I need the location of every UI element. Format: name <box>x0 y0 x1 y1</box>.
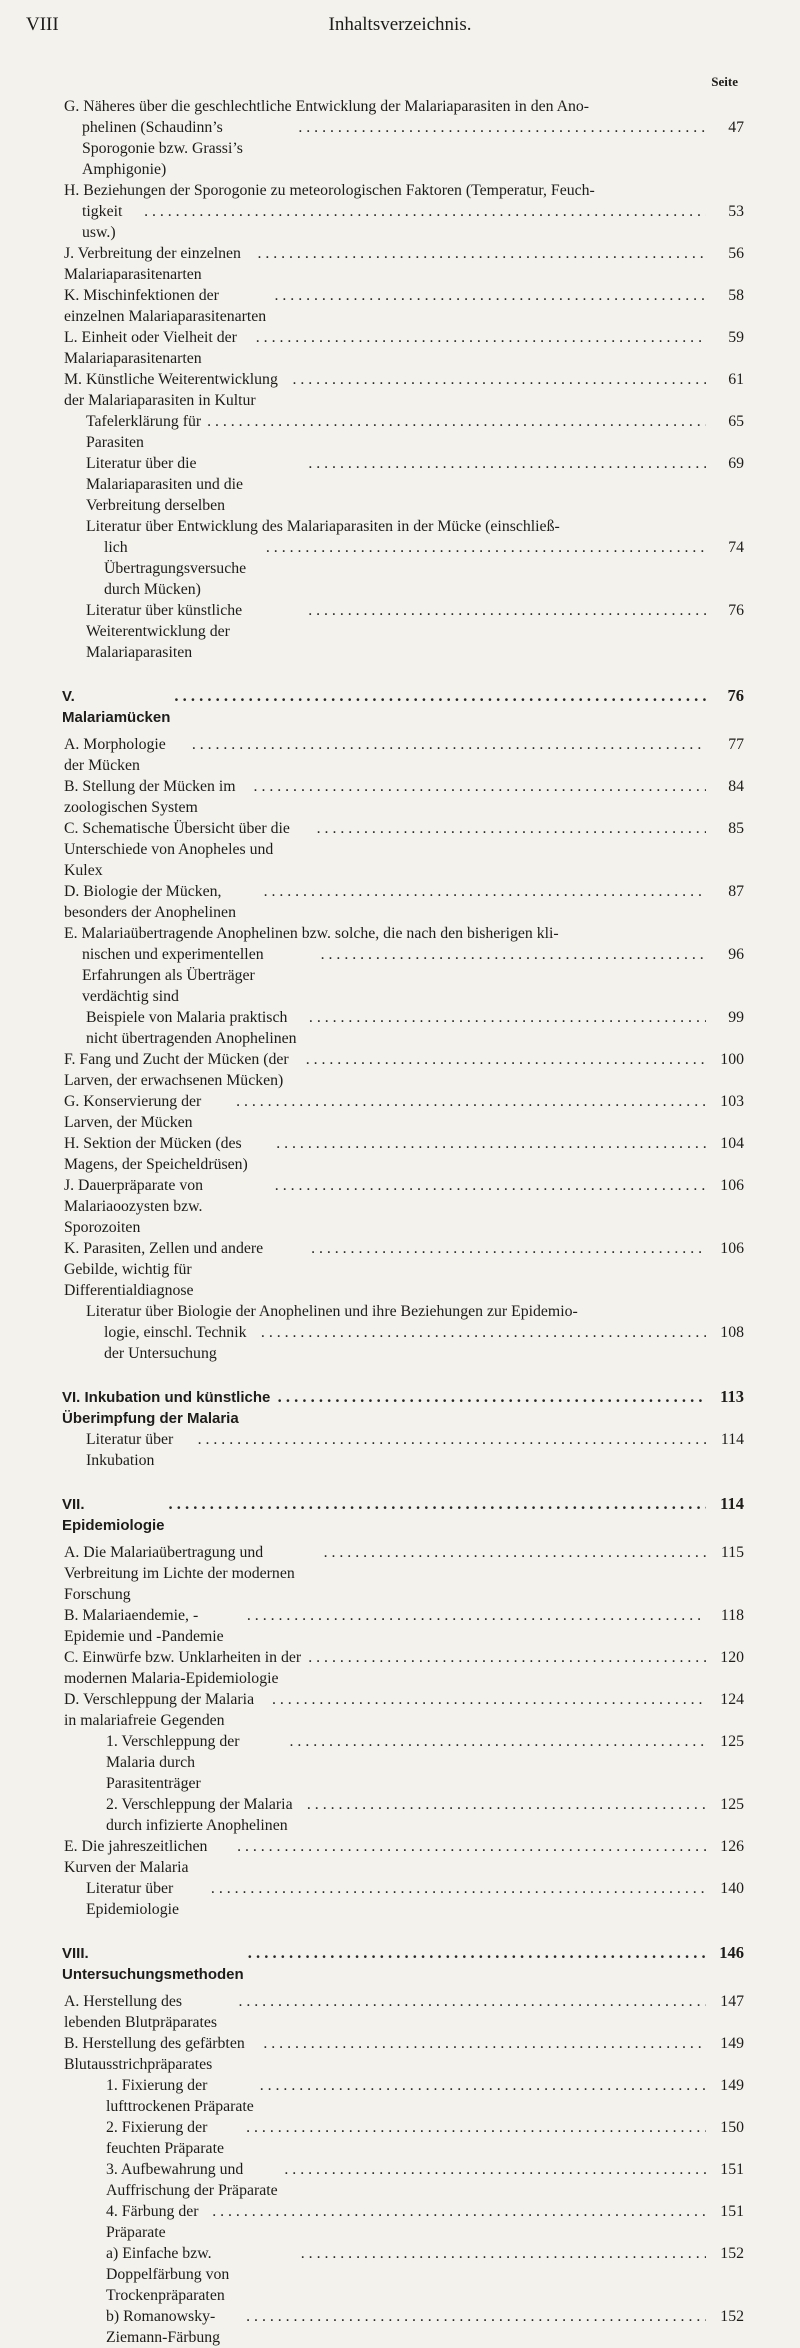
toc-page-number: 69 <box>728 455 744 472</box>
toc-entry-text: 2. Verschleppung der Malaria durch infizierte Anophelinen <box>106 1796 293 1834</box>
dot-leader <box>246 2117 706 2138</box>
dot-leader <box>264 881 706 902</box>
toc-entry-text: A. Herstellung des lebenden Blutpräparates <box>64 1993 218 2031</box>
dot-leader <box>261 1322 706 1343</box>
toc-entry <box>64 1175 744 1238</box>
running-title: Inhaltsverzeichnis. <box>328 14 472 35</box>
toc-entry <box>86 1301 744 1364</box>
dot-leader <box>311 1238 706 1259</box>
toc-entry-text: J. Verbreitung der einzelnen Malariaparasitenarten <box>64 245 241 283</box>
toc-entry-text: K. Parasiten, Zellen und andere Gebilde, wichtig für Differentialdiagnose <box>64 1240 264 1299</box>
toc-page-number: 65 <box>728 413 744 430</box>
dot-leader <box>308 600 706 621</box>
toc-entry-text: B. Stellung der Mücken im zoologischen System <box>64 778 236 816</box>
dot-leader <box>237 1836 706 1857</box>
dot-leader <box>256 327 706 348</box>
toc-entry <box>86 1878 744 1920</box>
page-header <box>0 14 800 38</box>
toc-entry <box>64 923 744 1007</box>
toc-entry-text: M. Künstliche Weiterentwicklung der Malariaparasiten in Kultur <box>64 371 278 409</box>
toc-page-number: 114 <box>720 1494 744 1513</box>
toc-entry <box>64 327 744 369</box>
toc-entry-text: D. Verschleppung der Malaria in malariafreie Gegenden <box>64 1691 255 1729</box>
toc-page-number: 99 <box>728 1009 744 1026</box>
dot-leader <box>307 1794 706 1815</box>
toc-entry-text: logie, einschl. Technik der Untersuchung <box>104 1324 247 1362</box>
toc-entry <box>64 1542 744 1605</box>
toc-entry <box>106 2075 744 2117</box>
dot-leader <box>266 537 706 558</box>
table-of-contents <box>0 96 800 2348</box>
toc-entry <box>86 1429 744 1471</box>
toc-entry <box>106 2201 744 2243</box>
toc-page-number: 77 <box>728 736 744 753</box>
toc-entry-text: G. Konservierung der Larven, der Mücken <box>64 1093 202 1131</box>
toc-entry-text: E. Die jahreszeitlichen Kurven der Malaria <box>64 1838 208 1876</box>
toc-entry <box>64 1647 744 1689</box>
toc-entry-text: Literatur über Epidemiologie <box>86 1880 180 1918</box>
spacer <box>0 663 800 685</box>
toc-entry-text: C. Einwürfe bzw. Unklarheiten in der modernen Malaria-Epidemiologie <box>64 1649 302 1687</box>
toc-entry <box>64 369 744 411</box>
toc-entry <box>64 818 744 881</box>
dot-leader <box>144 201 706 222</box>
dot-leader <box>238 1991 706 2012</box>
toc-page-number: 120 <box>720 1649 744 1666</box>
toc-entry <box>64 1238 744 1301</box>
toc-page-number: 103 <box>720 1093 744 1110</box>
toc-entry-text: J. Dauerpräparate von Malariaoozysten bzw. Sporozoiten <box>64 1177 204 1236</box>
toc-entry-text: Literatur über Inkubation <box>86 1431 174 1469</box>
toc-page-number: 125 <box>720 1796 744 1813</box>
toc-page-number: 108 <box>720 1324 744 1341</box>
toc-entry-text: Literatur über die Malariaparasiten und die Verbreitung derselben <box>86 455 244 514</box>
toc-page-number: 96 <box>728 946 744 963</box>
dot-leader <box>192 734 706 755</box>
toc-entry <box>106 2117 744 2159</box>
toc-entry <box>64 881 744 923</box>
dot-leader <box>275 285 707 306</box>
toc-entry <box>64 285 744 327</box>
dot-leader <box>247 1605 706 1626</box>
toc-entry-text: H. Sektion der Mücken (des Magens, der Speicheldrüsen) <box>64 1135 248 1173</box>
toc-entry <box>106 2159 744 2201</box>
toc-entry <box>86 453 744 516</box>
toc-entry-text: lich Übertragungsversuche durch Mücken) <box>104 539 247 598</box>
toc-entry-text: K. Mischinfektionen der einzelnen Malariaparasitenarten <box>64 287 267 325</box>
toc-page-number: 76 <box>728 602 744 619</box>
toc-entry-text: B. Herstellung des gefärbten Blutausstrichpräparates <box>64 2035 245 2073</box>
dot-leader <box>324 1542 706 1563</box>
toc-entry-text: G. Näheres über die geschlechtliche Entwicklung der Malariaparasiten in den Ano- <box>64 98 590 115</box>
toc-entry-text: C. Schematische Übersicht über die Unterschiede von Anopheles und Kulex <box>64 820 290 879</box>
toc-entry <box>86 600 744 663</box>
toc-entry-text: phelinen (Schaudinn’s Sporogonie bzw. Grassi’s Amphigonie) <box>82 119 243 178</box>
toc-entry <box>86 516 744 600</box>
dot-leader <box>236 1091 706 1112</box>
seite-column-label: Seite <box>711 74 738 89</box>
toc-chapter <box>62 685 744 728</box>
toc-entry <box>64 734 744 776</box>
toc-page-number: 149 <box>720 2077 744 2094</box>
toc-entry-text: H. Beziehungen der Sporogonie zu meteorologischen Faktoren (Temperatur, Feuch- <box>64 182 595 199</box>
toc-entry-text: Tafelerklärung für Parasiten <box>86 413 202 451</box>
toc-entry <box>64 2033 744 2075</box>
toc-entry-text: 1. Verschleppung der Malaria durch Parasitenträger <box>106 1733 240 1792</box>
toc-page-number: 147 <box>720 1993 744 2010</box>
toc-chapter <box>62 1493 744 1536</box>
dot-leader <box>174 685 706 706</box>
toc-entry <box>86 1007 744 1049</box>
toc-page-number: 126 <box>720 1838 744 1855</box>
toc-entry-text: L. Einheit oder Vielheit der Malariaparasitenarten <box>64 329 237 367</box>
toc-entry <box>64 1605 744 1647</box>
dot-leader <box>169 1493 707 1514</box>
toc-page-number: 146 <box>719 1943 744 1962</box>
toc-page-number: 115 <box>720 1544 744 1561</box>
toc-entry-text: A. Die Malariaübertragung und Verbreitung im Lichte der modernen Forschung <box>64 1544 295 1603</box>
toc-entry-text: nischen und experimentellen Erfahrungen als Überträger verdächtig sind <box>82 946 264 1005</box>
toc-page-number: 124 <box>720 1691 744 1708</box>
dot-leader <box>212 2201 706 2222</box>
toc-page-number: 59 <box>728 329 744 346</box>
toc-page-number: 56 <box>728 245 744 262</box>
toc-entry <box>64 96 744 180</box>
dot-leader <box>290 1731 706 1752</box>
toc-entry <box>64 1133 744 1175</box>
toc-entry-text: Literatur über Entwicklung des Malariaparasiten in der Mücke (einschließ- <box>86 518 560 535</box>
toc-entry <box>106 2243 744 2306</box>
dot-leader <box>309 1007 706 1028</box>
toc-entry <box>64 243 744 285</box>
dot-leader <box>263 2033 706 2054</box>
dot-leader <box>306 1049 706 1070</box>
toc-page-number: 125 <box>720 1733 744 1750</box>
toc-page-number: 106 <box>720 1177 744 1194</box>
dot-leader <box>278 1386 706 1407</box>
spacer <box>0 1920 800 1942</box>
toc-entry-text: Literatur über künstliche Weiterentwicklung der Malariaparasiten <box>86 602 243 661</box>
toc-page-number: 106 <box>720 1240 744 1257</box>
toc-chapter <box>62 1942 744 1985</box>
toc-entry <box>64 1049 744 1091</box>
toc-page-number: 150 <box>720 2119 744 2136</box>
toc-entry <box>64 1689 744 1731</box>
dot-leader <box>308 1647 706 1668</box>
toc-entry-text: V. Malariamücken <box>62 688 171 726</box>
spacer <box>0 1471 800 1493</box>
dot-leader <box>292 369 706 390</box>
toc-entry <box>106 1794 744 1836</box>
toc-entry-text: 2. Fixierung der feuchten Präparate <box>106 2119 224 2157</box>
dot-leader <box>298 117 706 138</box>
dot-leader <box>248 1942 706 1963</box>
toc-entry-text: VIII. Untersuchungsmethoden <box>62 1945 244 1983</box>
toc-entry <box>64 1991 744 2033</box>
dot-leader <box>317 818 706 839</box>
toc-entry <box>64 180 744 243</box>
toc-entry-text: F. Fang und Zucht der Mücken (der Larven, der erwachsenen Mücken) <box>64 1051 289 1089</box>
toc-entry <box>106 2306 744 2348</box>
toc-entry-text: 3. Aufbewahrung und Auffrischung der Präparate <box>106 2161 278 2199</box>
toc-page-number: 113 <box>720 1387 744 1406</box>
toc-entry-text: B. Malariaendemie, -Epidemie und -Pandemie <box>64 1607 224 1645</box>
toc-page-number: 152 <box>720 2245 744 2262</box>
toc-page-number: 61 <box>728 371 744 388</box>
dot-leader <box>272 1689 706 1710</box>
toc-page-number: 152 <box>720 2308 744 2325</box>
dot-leader <box>246 2306 706 2327</box>
dot-leader <box>308 453 706 474</box>
toc-page-number: 53 <box>728 203 744 220</box>
toc-page-number: 118 <box>720 1607 744 1624</box>
dot-leader <box>257 243 706 264</box>
toc-page-number: 140 <box>720 1880 744 1897</box>
toc-entry-text: b) Romanowsky-Ziemann-Färbung <box>106 2308 221 2346</box>
dot-leader <box>301 2243 706 2264</box>
toc-page-number: 100 <box>720 1051 744 1068</box>
dot-leader <box>211 1878 706 1899</box>
toc-entry <box>64 776 744 818</box>
toc-entry <box>86 411 744 453</box>
spacer <box>0 1364 800 1386</box>
toc-entry-text: A. Morphologie der Mücken <box>64 736 166 774</box>
toc-page-number: 87 <box>728 883 744 900</box>
toc-entry-text: D. Biologie der Mücken, besonders der Anophelinen <box>64 883 236 921</box>
dot-leader <box>276 1133 706 1154</box>
toc-page-number: 85 <box>728 820 744 837</box>
toc-entry-text: VII. Epidemiologie <box>62 1496 165 1534</box>
toc-page-number: 151 <box>720 2203 744 2220</box>
dot-leader <box>254 776 706 797</box>
toc-page-number: 151 <box>720 2161 744 2178</box>
dot-leader <box>284 2159 706 2180</box>
toc-page-number: 76 <box>727 686 744 705</box>
toc-page-number: 58 <box>728 287 744 304</box>
dot-leader <box>321 944 706 965</box>
toc-page-number: 114 <box>720 1431 744 1448</box>
toc-entry <box>106 1731 744 1794</box>
dot-leader <box>207 411 706 432</box>
toc-entry-text: 4. Färbung der Präparate <box>106 2203 199 2241</box>
toc-entry-text: Literatur über Biologie der Anophelinen und ihre Beziehungen zur Epidemio- <box>86 1303 578 1320</box>
toc-page-number: 84 <box>728 778 744 795</box>
dot-leader <box>198 1429 706 1450</box>
toc-page-number: 104 <box>720 1135 744 1152</box>
toc-entry-text: 1. Fixierung der lufttrockenen Präparate <box>106 2077 254 2115</box>
toc-entry-text: a) Einfache bzw. Doppelfärbung von Trockenpräparaten <box>106 2245 230 2304</box>
toc-entry <box>64 1091 744 1133</box>
dot-leader <box>260 2075 706 2096</box>
toc-entry-text: E. Malariaübertragende Anophelinen bzw. solche, die nach den bisherigen kli- <box>64 925 559 942</box>
toc-entry-text: Beispiele von Malaria praktisch nicht übertragenden Anophelinen <box>86 1009 297 1047</box>
toc-entry-text: tigkeit usw.) <box>82 203 123 241</box>
toc-entry-text: VI. Inkubation und künstliche Überimpfung der Malaria <box>62 1389 271 1427</box>
page-number: VIII <box>26 14 59 35</box>
dot-leader <box>275 1175 706 1196</box>
toc-entry <box>64 1836 744 1878</box>
toc-page-number: 74 <box>728 539 744 556</box>
toc-page-number: 149 <box>720 2035 744 2052</box>
toc-chapter <box>62 1386 744 1429</box>
toc-page-number: 47 <box>728 119 744 136</box>
